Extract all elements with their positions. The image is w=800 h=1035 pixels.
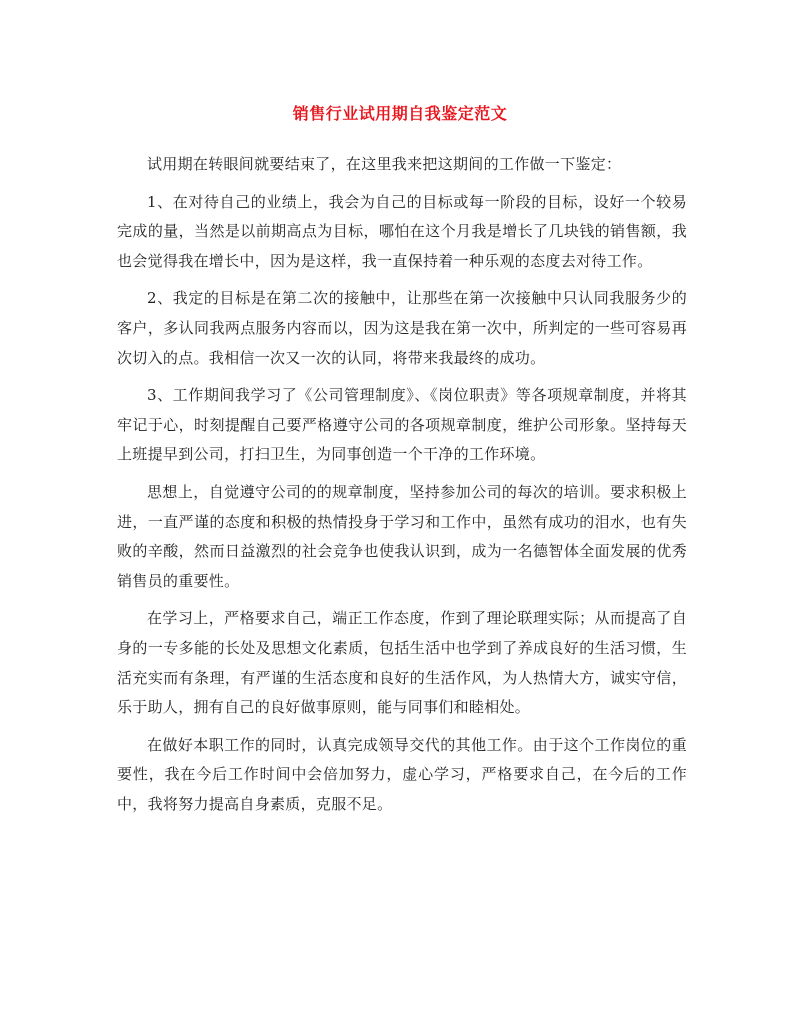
paragraph-2: 2、我定的目标是在第二次的接触中，让那些在第一次接触中只认同我服务少的客户，多认同我两点服务内容而以，因为这是我在第一次中，所判定的一些可容易再次切入的点。我相信一次又一次的认同，将带来我最终的成功。 (117, 289, 687, 367)
paragraph-thought: 思想上，自觉遵守公司的的规章制度，坚持参加公司的每次的培训。要求积极上进，一直严谨的态度和积极的热情投身于学习和工作中，虽然有成功的泪水，也有失败的辛酸，然而日益激烈的社会竞争也使我认识到，成为一名德智体全面发展的优秀销售员的重要性。 (117, 482, 687, 590)
paragraph-3: 3、工作期间我学习了《公司管理制度》、《岗位职责》等各项规章制度，并将其牢记于心，时刻提醒自己要严格遵守公司的各项规章制度，维护公司形象。坚持每天上班提早到公司，打扫卫生，为同事创造一个干净的工作环境。 (117, 386, 687, 464)
paragraph-intro: 试用期在转眼间就要结束了，在这里我来把这期间的工作做一下鉴定： (147, 155, 622, 173)
document-body (117, 150, 687, 827)
paragraph-1: 1、在对待自己的业绩上，我会为自己的目标或每一阶段的目标，设好一个较易完成的量，当然是以前期高点为目标，哪怕在这个月我是增长了几块钱的销售额，我也会觉得我在增长中，因为是这样，我一直保持着一种乐观的态度去对待工作。 (117, 192, 687, 270)
document-title: 销售行业试用期自我鉴定范文 (292, 104, 508, 123)
paragraph-work: 在做好本职工作的同时，认真完成领导交代的其他工作。由于这个工作岗位的重要性，我在今后工作时间中会倍加努力，虚心学习，严格要求自己，在今后的工作中，我将努力提高自身素质，克服不足。 (117, 735, 687, 813)
paragraph-study: 在学习上，严格要求自己，端正工作态度，作到了理论联理实际；从而提高了自身的一专多能的长处及思想文化素质，包括生活中也学到了养成良好的生活习惯，生活充实而有条理，有严谨的生活态度和良好的生活作风，为人热情大方，诚实守信，乐于助人，拥有自己的良好做事原则，能与同事们和睦相处。 (117, 609, 687, 717)
